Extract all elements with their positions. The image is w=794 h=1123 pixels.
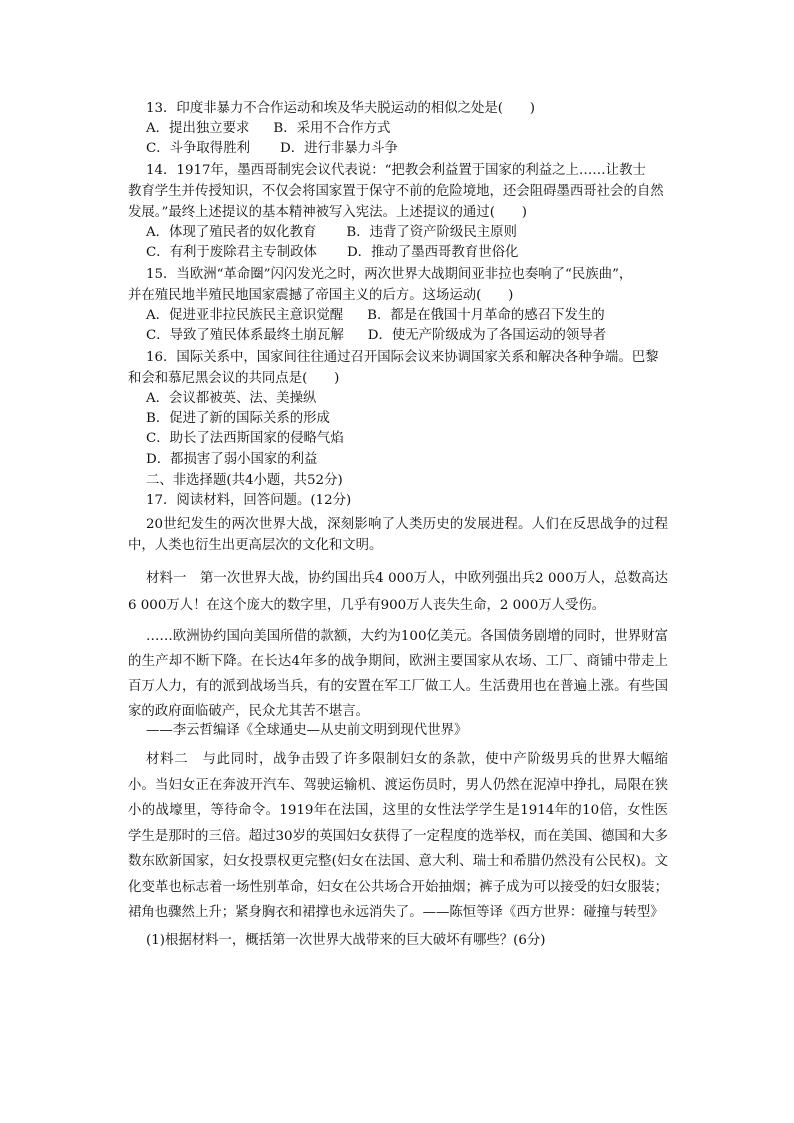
q15-option-c: C．导致了殖民体系最终土崩瓦解: [146, 328, 344, 343]
q14-stem-line2: 教育学生并传授知识，不仅会将国家置于保守不前的危险境地，还会阻碍墨西哥社会的自然: [128, 184, 664, 199]
q15-stem-line2: 并在殖民地半殖民地国家震撼了帝国主义的后方。这场运动( ): [128, 288, 514, 303]
q13-option-b: B．采用不合作方式: [273, 121, 391, 136]
q16-option-c: C．助长了法西斯国家的侵略气焰: [146, 431, 344, 446]
material-one-paragraph-1: 材料一 第一次世界大战，协约国出兵4 000万人，中欧列强出兵2 000万人，总数高达6 000万人！在这个庞大的数字里，几乎有900万人丧失生命，2 000万人受伤。: [128, 571, 668, 613]
q13-options-row1: [146, 120, 390, 138]
q14-stem-line1: 14．1917年，墨西哥制宪会议代表说：“把教会利益置于国家的利益之上……让教士: [146, 163, 646, 178]
q17-intro: 20世纪发生的两次世界大战，深刻影响了人类历史的发展进程。人们在反思战争的过程中，人类也衍生出更高层次的文化和文明。: [128, 517, 668, 553]
q16-stem-line2: 和会和慕尼黑会议的共同点是( ): [128, 371, 340, 386]
q16-stem-line1: 16．国际关系中，国家间往往通过召开国际会议来协调国家关系和解决各种争端。巴黎: [146, 350, 659, 365]
q15-stem-line1: 15．当欧洲“革命圈”闪闪发光之时，两次世界大战期间亚非拉也奏响了“民族曲”，: [146, 267, 633, 282]
q14-options-row2: [146, 244, 518, 262]
q15-option-d: D．使无产阶级成为了各国运动的领导者: [367, 328, 607, 343]
q13-options-row2: [146, 140, 398, 158]
q17-title: 17．阅读材料，回答问题。(12分): [146, 493, 352, 508]
q15-option-a: A．促进亚非拉民族民主意识觉醒: [146, 308, 344, 323]
q13-option-c: C．斗争取得胜利: [146, 141, 250, 156]
material-two-paragraph: 材料二 与此同时，战争击毁了许多限制妇女的条款，使中产阶级男兵的世界大幅缩小。当妇女正在奔波开汽车、驾驶运输机、渡运伤员时，男人仍然在泥淖中挣扎，局限在狭小的战壕里，等待命令。1919年在法国，这里的女性法学学生是1914年的10倍，女性医学生是那时的三倍。超过30岁的英国妇女获得了一定程度的选举权，而在美国、德国和大多数东欧新国家，妇女投票权更完整(妇女在法国、意大利、瑞士和希腊仍然没有公民权)。文化变革也标志着一场性别革命，妇女在公共场合开始抽烟；裤子成为可以接受的妇女服装；裙角也骤然上升；紧身胸衣和裙撑也永远消失了。——陈恒等译《西方世界：碰撞与转型》: [128, 752, 668, 920]
q14-option-d: D．推动了墨西哥教育世俗化: [346, 245, 519, 260]
q14-option-c: C．有利于废除君主专制政体: [146, 245, 317, 260]
q13-option-d: D．进行非暴力斗争: [279, 141, 398, 156]
q15-option-b: B．都是在俄国十月革命的感召下发生的: [367, 308, 605, 323]
q14-option-b: B．违背了资产阶级民主原则: [346, 225, 517, 240]
section-heading: 二、非选择题(共4小题，共52分): [146, 473, 343, 488]
q17-sub-question-1: (1)根据材料一，概括第一次世界大战带来的巨大破坏有哪些？(6分): [146, 933, 546, 948]
q16-option-b: B．促进了新的国际关系的形成: [146, 411, 330, 426]
material-one-paragraph-2: ……欧洲协约国向美国所借的款额，大约为100亿美元。各国债务剧增的同时，世界财富的生产却不断下降。在长达4年多的战争期间，欧洲主要国家从农场、工厂、商铺中带走上百万人力，有的派到战场当兵，有的安置在军工厂做工人。生活费用也在普遍上涨。有些国家的政府面临破产，民众尤其苦不堪言。: [128, 629, 668, 719]
q15-options-row2: [146, 327, 606, 345]
q14-option-a: A．体现了殖民者的奴化教育: [146, 225, 317, 240]
q13-stem: 13．印度非暴力不合作运动和埃及华夫脱运动的相似之处是( ): [146, 101, 536, 116]
q16-option-d: D．都损害了弱小国家的利益: [146, 452, 318, 467]
q13-option-a: A．提出独立要求: [146, 121, 250, 136]
material-one-source: ——李云哲编译《全球通史—从史前文明到现代世界》: [146, 723, 468, 738]
q16-option-a: A．会议都被英、法、美操纵: [146, 391, 317, 406]
q14-stem-line3: 发展。”最终上述提议的基本精神被写入宪法。上述提议的通过( ): [128, 205, 527, 220]
q15-options-row1: [146, 307, 605, 325]
q14-options-row1: [146, 224, 517, 242]
